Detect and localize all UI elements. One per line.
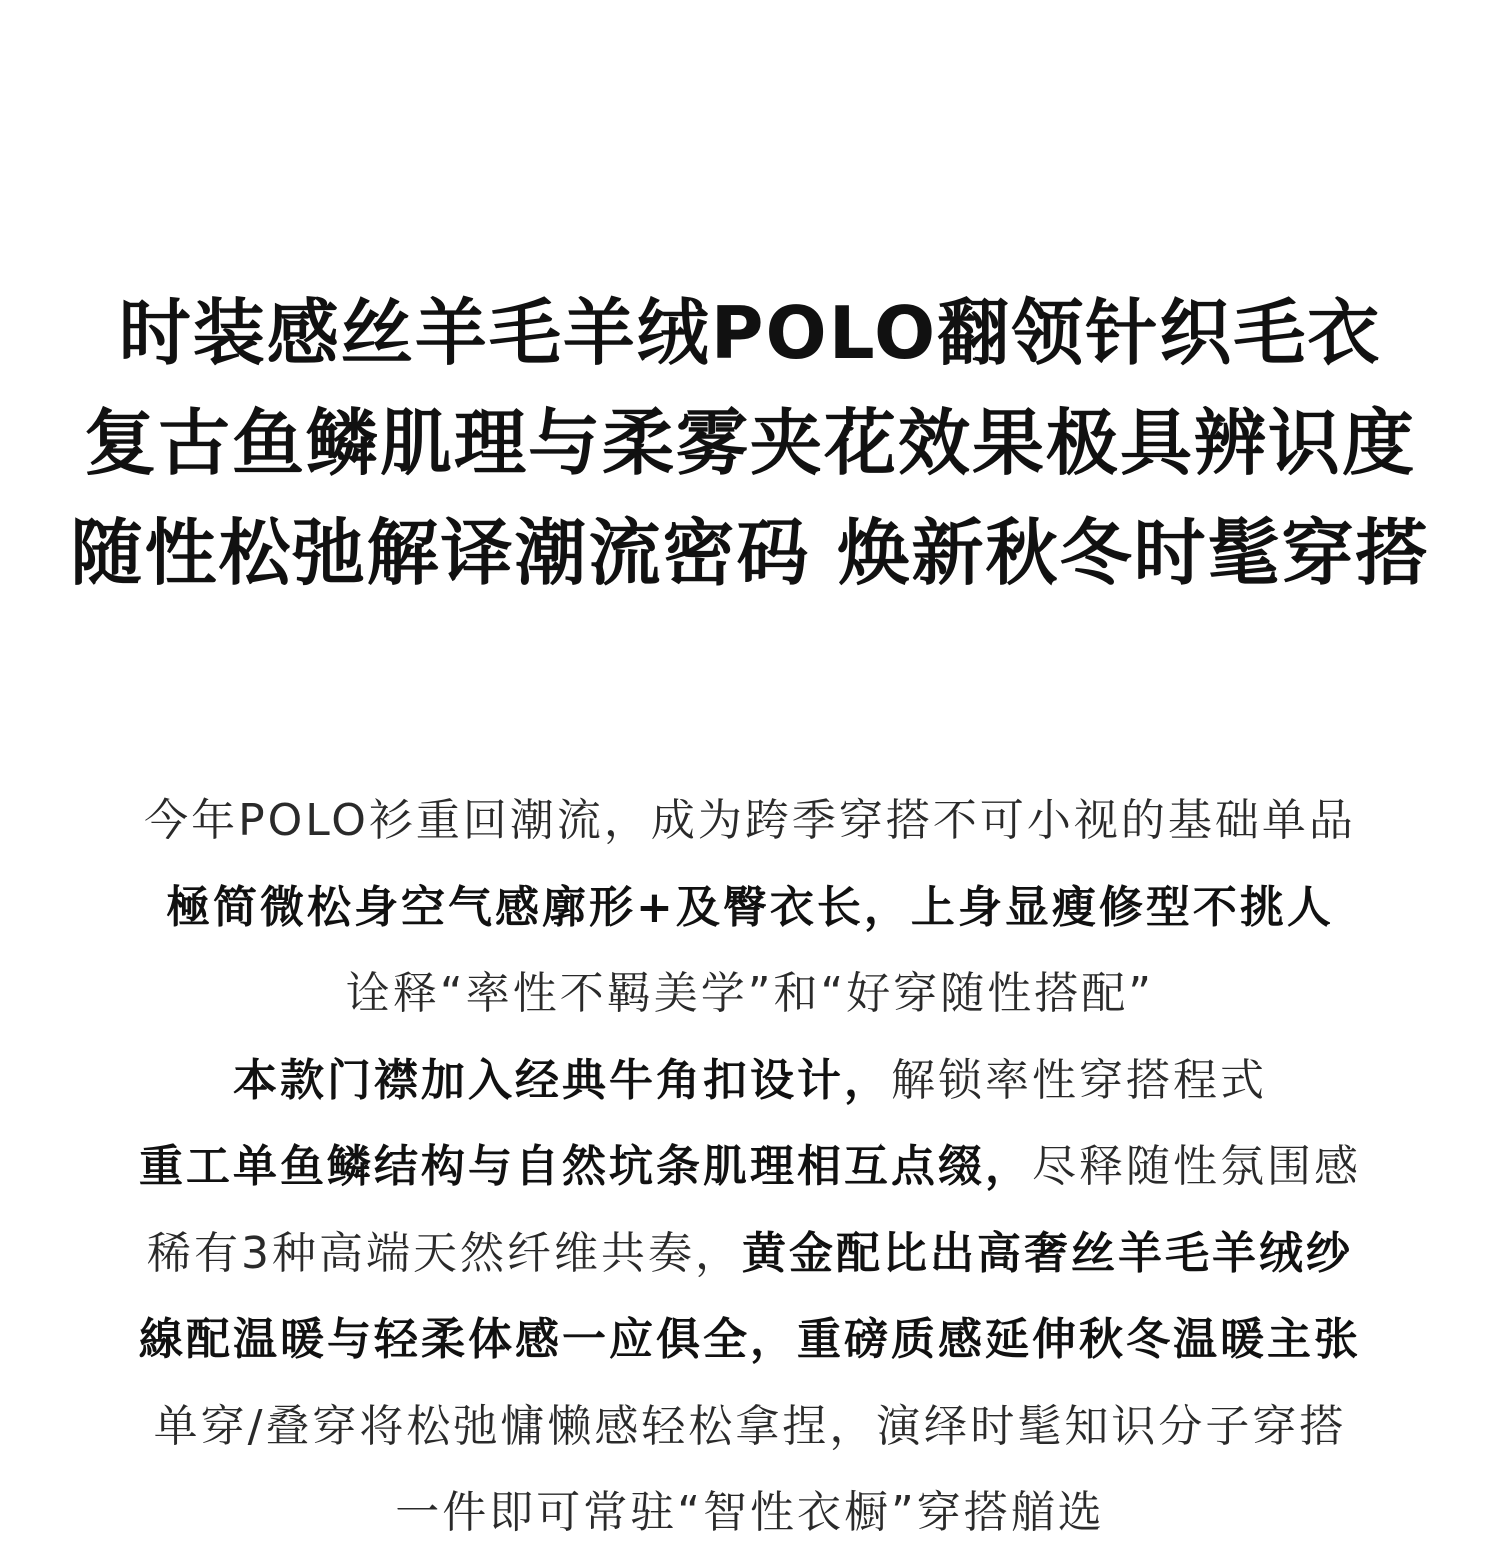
description-line-3: 诠释“率性不羁美学”和“好穿随性搭配” [345,968,1155,1019]
description-line-4-light: 解锁率性穿搭程式 [891,1054,1267,1106]
description-line-6-light: 稀有3种高端天然纤维共奏， [147,1227,742,1279]
description-line-8: 单穿/叠穿将松弛慵懒感轻松拿捏，演绎时髦知识分子穿搭 [153,1400,1347,1452]
description-line-5-light: 尽释随性氛围感 [1032,1141,1361,1192]
headline-line-2: 复古鱼鳞肌理与柔雾夹花效果极具辨识度 [83,401,1416,485]
description-line-7: 線配温暖与轻柔体感一应俱全，重磅质感延伸秋冬温暖主张 [139,1314,1361,1365]
description-line-1: 今年POLO衫重回潮流，成为跨季穿搭不可小视的基础单品 [144,795,1356,846]
description-line-4 [0,1038,1500,1125]
headline-line-1: 时装感丝羊毛羊绒POLO翻领针织毛衣 [118,291,1382,375]
description-line-5 [0,1124,1500,1211]
description [0,778,1500,1557]
description-line-6-bold: 黄金配比出高奢丝羊毛羊绒纱 [742,1227,1353,1279]
description-line-6 [0,1211,1500,1298]
description-line-9: 一件即可常驻“智性衣橱”穿搭艏选 [395,1487,1105,1538]
description-line-2: 極简微松身空气感廓形+及臀衣长，上身显瘦修型不挑人 [166,881,1334,933]
description-line-5-bold: 重工单鱼鳞结构与自然坑条肌理相互点缀， [139,1141,1032,1192]
description-line-4-bold: 本款门襟加入经典牛角扣设计， [233,1054,891,1106]
headline [0,278,1500,608]
headline-line-3: 随性松弛解译潮流密码 焕新秋冬时髦穿搭 [70,511,1430,595]
